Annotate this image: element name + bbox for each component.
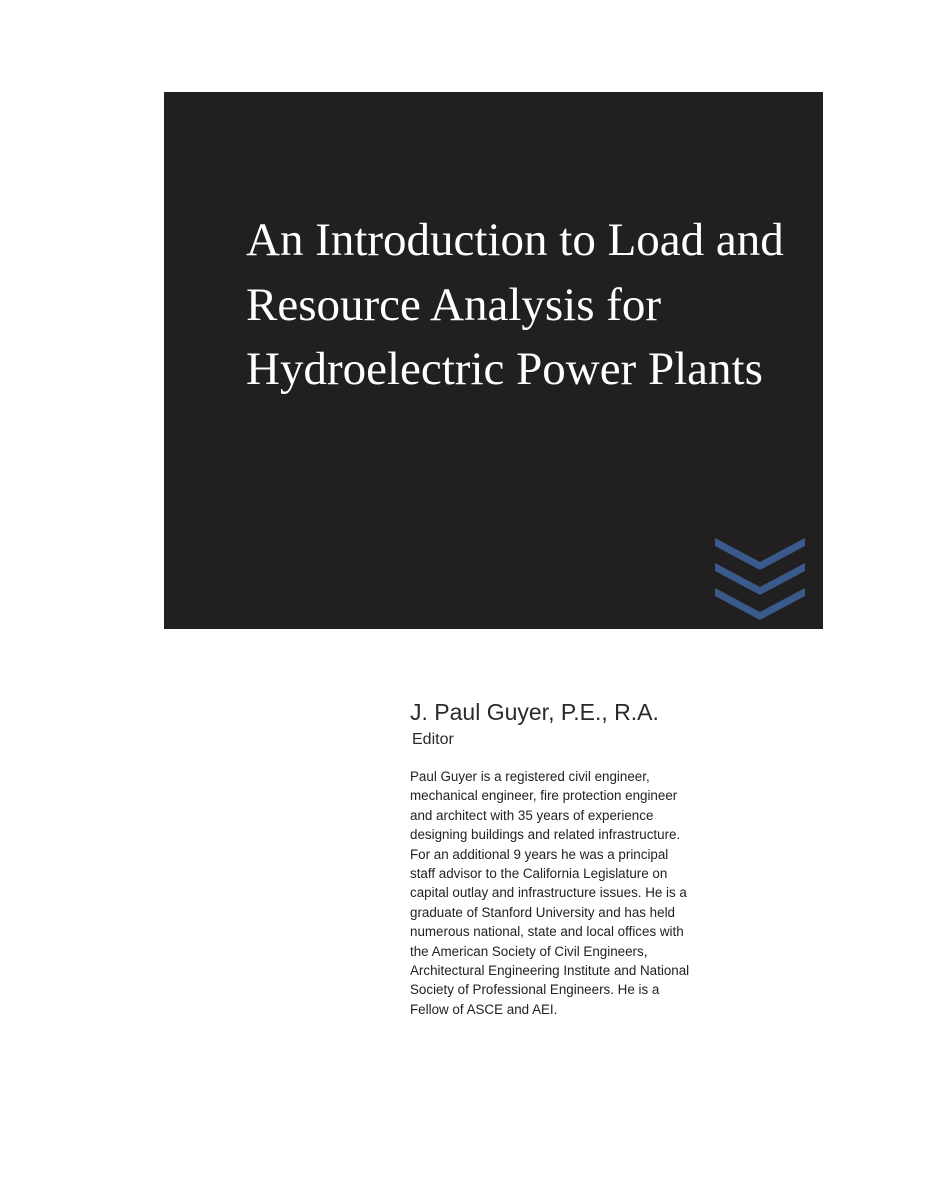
author-role: Editor <box>412 731 454 748</box>
author-bio: Paul Guyer is a registered civil engineer, mechanical engineer, fire protection engineer and architect with 35 years of experience designing buildings and related infrastructure. For an additional 9 years he was a principal staff advisor to the California Legislature on capital outlay and infrastructure issues. He is a graduate of Stanford University and has held numerous national, state and local offices with the American Society of Civil Engineers, Architectural Engineering Institute and National Society of Professional Engineers. He is a Fellow of ASCE and AEI. <box>410 769 690 1017</box>
book-title: An Introduction to Load and Resource Analysis for Hydroelectric Power Plants <box>246 214 784 395</box>
author-name: J. Paul Guyer, P.E., R.A. <box>410 699 659 725</box>
cover-panel <box>164 92 823 629</box>
triple-chevron-down-icon <box>715 538 805 620</box>
